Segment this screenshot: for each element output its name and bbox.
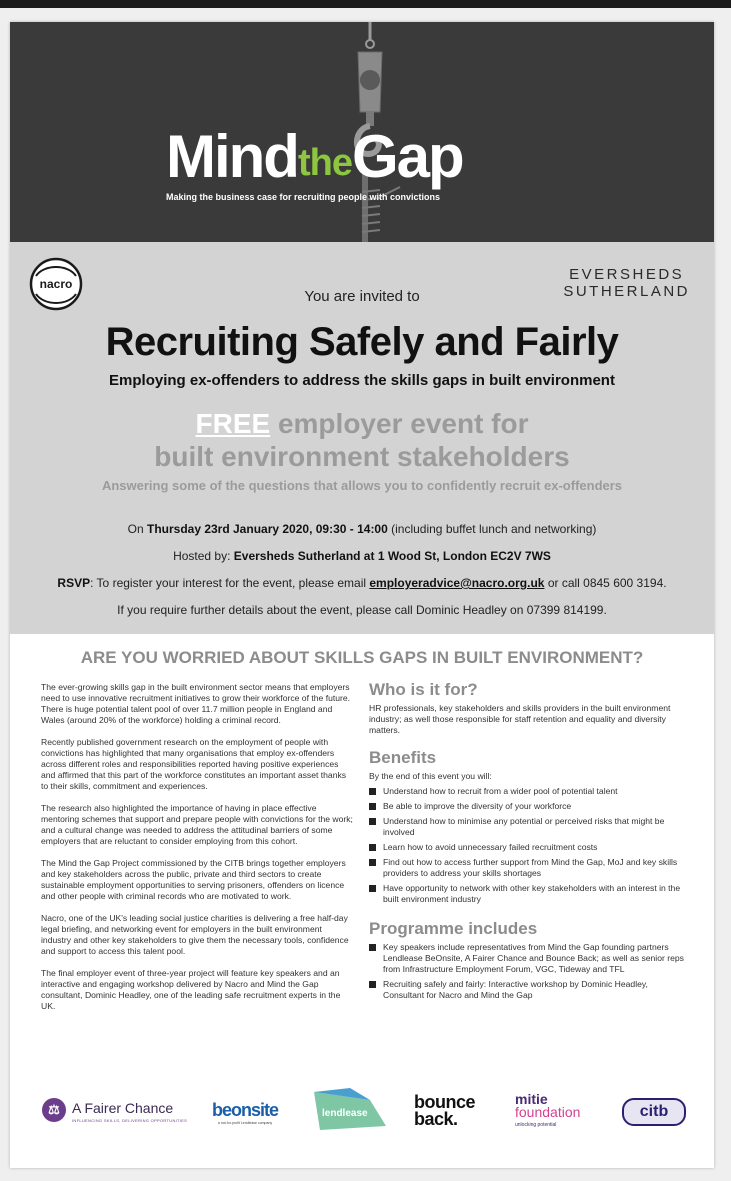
mind-the-gap-logo (166, 122, 463, 192)
benefit-text: Have opportunity to network with other key stakeholders with an interest in the built environment industry (383, 883, 681, 904)
scales-icon: ⚖ (42, 1098, 66, 1122)
a-fairer-chance-logo (42, 1098, 188, 1128)
nacro-logo-text: nacro (39, 277, 73, 291)
logo-mind: Mind (166, 123, 298, 190)
bullet-square-icon (369, 818, 376, 825)
list-item (369, 801, 687, 812)
host-venue: Eversheds Sutherland at 1 Wood St, London EC2V 7WS (233, 549, 551, 563)
lendlease-text: lendlease (322, 1108, 368, 1119)
benefits-list (369, 786, 687, 905)
left-column (41, 682, 353, 1023)
bounce-line2: back. (414, 1109, 458, 1129)
event-date: Thursday 23rd January 2020, 09:30 - 14:00 (146, 522, 388, 536)
invite-section (10, 242, 714, 634)
free-rest: employer event for (270, 408, 529, 439)
body-paragraph: The research also highlighted the importance of having in place effective mentoring schemes that support and prepare people with convictions for the work; and a cultural change was needed to address the attitudinal barriers of some employers that are reluctant to consider employing from this cohort. (41, 803, 353, 846)
rsvp-email-link[interactable]: employeradvice@nacro.org.uk (369, 576, 545, 590)
flyer-page (10, 22, 714, 1168)
afc-name: A Fairer Chance (72, 1100, 174, 1116)
list-item (369, 857, 687, 879)
bounce-line1: bounce (414, 1092, 476, 1112)
list-item (369, 942, 687, 975)
mitie-line1: mitie (515, 1091, 548, 1107)
bullet-square-icon (369, 788, 376, 795)
benefit-text: Learn how to avoid unnecessary failed recruitment costs (383, 842, 598, 852)
body-paragraph: The ever-growing skills gap in the built environment sector means that employers need to use innovative recruitment initiatives to grow their workforce of the future. There is huge potential talent pool of over 11.7 million people in England and Wales (around 20% of the workforce) holding a criminal record. (41, 682, 351, 725)
programme-list (369, 942, 687, 1001)
date-suffix: (including buffet lunch and networking) (387, 522, 597, 536)
top-bar (0, 0, 731, 8)
details-line: If you require further details about the event, please call Dominic Headley on 07399 814199. (117, 603, 607, 617)
host-prefix: Hosted by: (173, 549, 234, 563)
rsvp-text: : To register your interest for the event, please email (90, 576, 370, 590)
citb-logo: citb (622, 1098, 686, 1126)
bullet-square-icon (369, 844, 376, 851)
body-paragraph: Nacro, one of the UK's leading social justice charities is delivering a free half-day legal briefing, and networking event for employers in the built environment industry and other key stakeholders to give them the necessary tools, confidence and support to access this talent pool. (41, 913, 349, 956)
right-column (369, 680, 687, 1015)
benefit-text: Understand how to recruit from a wider pool of potential talent (383, 786, 618, 796)
benefits-intro: By the end of this event you will: (369, 771, 492, 781)
logo-the: the (297, 142, 352, 184)
beonsite-text: beonsite (212, 1100, 279, 1120)
mitie-line3: unlocking potential (515, 1122, 557, 1128)
event-date-line (10, 522, 714, 536)
benefits-heading: Benefits (369, 748, 437, 767)
free-event-heading (10, 407, 714, 473)
mitie-foundation-logo (515, 1093, 580, 1132)
bounce-back-logo (414, 1094, 475, 1128)
invited-text: You are invited to (304, 288, 420, 305)
event-subtitle: Employing ex-offenders to address the skills gaps in built environment (109, 372, 615, 389)
mitie-line2: foundation (515, 1104, 581, 1120)
programme-text: Key speakers include representatives from Mind the Gap founding partners Lendlease BeOnsite, A Fairer Chance and Bounce Back; as well as senior reps from Infrastructure Employment Forum, VGC, Tideway and TFL (383, 942, 684, 974)
free-label: FREE (195, 408, 271, 439)
list-item (369, 786, 687, 797)
skills-gap-headline: ARE YOU WORRIED ABOUT SKILLS GAPS IN BUILT ENVIRONMENT? (80, 648, 644, 667)
logo-gap: Gap (351, 123, 463, 190)
beonsite-sub: a not-for-profit Lendlease company (217, 1121, 273, 1125)
event-title: Recruiting Safely and Fairly (105, 320, 619, 364)
programme-heading: Programme includes (369, 919, 538, 938)
header-banner (10, 22, 714, 242)
beonsite-logo (212, 1100, 278, 1125)
free-line2: built environment stakeholders (154, 441, 570, 472)
date-prefix: On (127, 522, 147, 536)
rsvp-line (10, 576, 714, 590)
benefit-text: Find out how to access further support from Mind the Gap, MoJ and key skills providers to address your skills shortages (383, 857, 678, 878)
body-paragraph: The Mind the Gap Project commissioned by the CITB brings together employers and key stakeholders across the public, private and third sectors to create sustainable employment opportunities to serving prisoners, offenders on licence and other people with criminal records who are motivated to work. (41, 858, 346, 901)
bullet-square-icon (369, 803, 376, 810)
answering-text: Answering some of the questions that allows you to confidently recruit ex-offenders (101, 478, 623, 493)
afc-sub: INFLUENCING SKILLS, DELIVERING OPPORTUNITIES (72, 1118, 188, 1123)
list-item (369, 979, 687, 1001)
who-text: HR professionals, key stakeholders and skills providers in the built environment industry; as well those responsible for staff retention and equality and diversity matters. (369, 703, 671, 735)
rsvp-label: RSVP (57, 576, 91, 590)
list-item (369, 883, 687, 905)
eversheds-line1: EVERSHEDS (569, 266, 685, 283)
bullet-square-icon (369, 981, 376, 988)
bullet-square-icon (369, 885, 376, 892)
rsvp-suffix: or call 0845 600 3194. (544, 576, 667, 590)
partner-logos (10, 1084, 714, 1144)
benefit-text: Be able to improve the diversity of your workforce (383, 801, 572, 811)
eversheds-line2: SUTHERLAND (563, 283, 690, 300)
body-paragraph: The final employer event of three-year project will feature key speakers and an interactive and engaging workshop delivered by Nacro and Mind the Gap consultant, Dominic Headley, one of the leading safe recruitment experts in the UK. (41, 968, 341, 1011)
programme-text: Recruiting safely and fairly: Interactive workshop by Dominic Headley, Consultant for Nacro and Mind the Gap (383, 979, 648, 1000)
who-heading: Who is it for? (369, 680, 478, 699)
list-item (369, 816, 687, 838)
bullet-square-icon (369, 944, 376, 951)
host-line (10, 549, 714, 563)
lendlease-logo (310, 1086, 388, 1132)
body-paragraph: Recently published government research on the employment of people with convictions has highlighted that many organisations that employ ex-offenders across different roles and responsibilities reported having positive experiences and affirmed that this part of the workforce constitutes an important asset thanks to their skills, commitment and experiences. (41, 737, 347, 791)
bullet-square-icon (369, 859, 376, 866)
list-item (369, 842, 687, 853)
tagline: Making the business case for recruiting people with convictions (166, 192, 441, 202)
benefit-text: Understand how to minimise any potential or perceived risks that might be involved (383, 816, 665, 837)
